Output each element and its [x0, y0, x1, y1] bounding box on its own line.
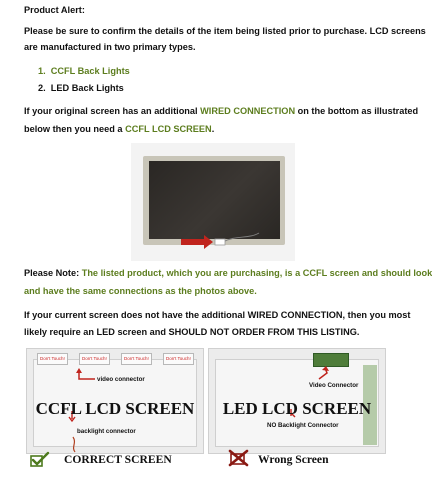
wire-arrow-graphic	[131, 143, 295, 261]
backlight-wire	[223, 233, 259, 242]
list-item-led	[38, 81, 124, 95]
alert-title: Product Alert:	[24, 5, 85, 15]
wrong-x-icon	[228, 449, 250, 467]
red-arrow-icon	[181, 235, 213, 249]
intro-line-2: are manufactured in two primary types.	[24, 42, 196, 52]
wired-line-1	[24, 104, 418, 118]
wired-text-c: on the bottom as illustrated	[295, 106, 419, 116]
backlight-connector-label: backlight connector	[77, 428, 136, 435]
wired-text-c2: .	[211, 124, 215, 134]
note-line-2: and have the same connections as the photos above.	[24, 286, 257, 296]
wire-plug	[215, 239, 225, 245]
backlight-cable	[73, 437, 75, 452]
current-line-2: likely require an LED screen and SHOULD NOT ORDER FROM THIS LISTING.	[24, 327, 360, 337]
note-line-1	[24, 266, 432, 280]
wired-line-2	[24, 122, 214, 136]
list-number: 1.	[38, 66, 46, 76]
wrong-screen-label: Wrong Screen	[258, 453, 329, 466]
note-label: Please Note:	[24, 268, 80, 278]
list-item-ccfl	[38, 64, 130, 78]
current-line-1	[24, 308, 410, 322]
ccfl-emphasis: CCFL LCD SCREEN	[125, 124, 212, 134]
wired-text-a2: below then you need a	[24, 124, 126, 134]
product-photo	[131, 143, 295, 261]
warning-sticker: Don't Touch!	[37, 353, 68, 365]
led-video-connector-label: Video Connector	[309, 382, 359, 389]
current-text-a: If your current screen does not have the additional	[24, 310, 248, 320]
led-title: LED LCD SCREEN	[222, 399, 372, 418]
no-backlight-connector-label: NO Backlight Connector	[267, 422, 339, 429]
current-emphasis: WIRED CONNECTION	[247, 310, 343, 320]
warning-sticker: Don't Touch!	[121, 353, 152, 365]
list-label: LED Back Lights	[50, 83, 124, 93]
correct-screen-label: CORRECT SCREEN	[64, 453, 172, 466]
ccfl-title: CCFL LCD SCREEN	[35, 399, 195, 418]
checkmark-icon	[30, 452, 50, 468]
led-example-panel	[208, 348, 386, 454]
wired-text-a: If your original screen has an additional	[24, 106, 201, 116]
ccfl-example-panel	[26, 348, 204, 454]
list-label: CCFL Back Lights	[50, 66, 130, 76]
video-connector-label: video connector	[97, 376, 145, 383]
warning-sticker: Don't Touch!	[163, 353, 194, 365]
note-text-1: The listed product, which you are purchasing, is a CCFL screen and should look	[79, 268, 432, 278]
wired-emphasis: WIRED CONNECTION	[200, 106, 296, 116]
warning-sticker: Don't Touch!	[79, 353, 110, 365]
list-number: 2.	[38, 83, 46, 93]
current-text-c: , then you most	[342, 310, 411, 320]
intro-line-1: Please be sure to confirm the details of the item being listed prior to purchase. LCD screens	[24, 26, 426, 36]
